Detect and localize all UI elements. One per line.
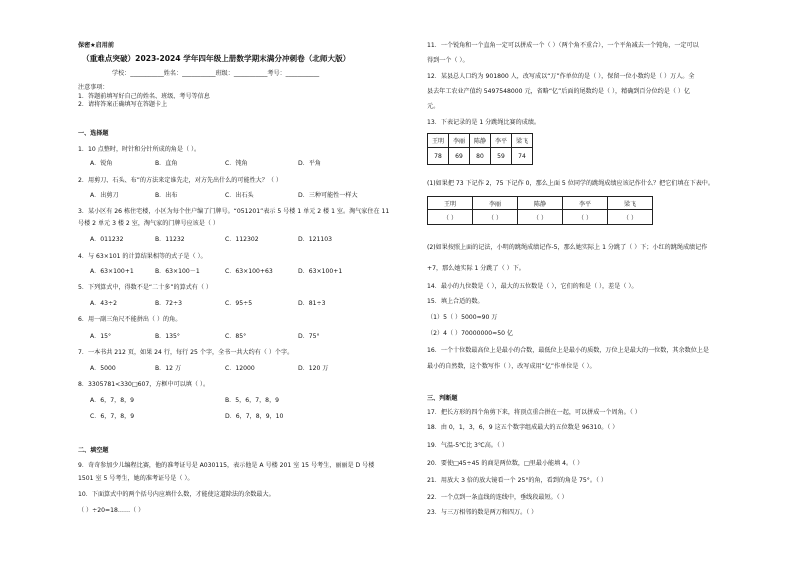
q8-option-d: D．6，7，8，9，10 [225, 413, 284, 420]
q5-option-c: C．95÷5 [225, 300, 253, 307]
answer-blank-cell[interactable]: （ ） [428, 210, 473, 225]
answer-name-cell: 梁飞 [608, 197, 653, 210]
question-15: 15．填上合适的数。 [427, 298, 484, 305]
question-2: 2．用剪刀、石头、布”的方法来定谁先走，对方先出什么的可能性大？（ ） [78, 177, 282, 184]
question-22: 22．一个点到一条直线的连线中，垂线段最短。（ ） [427, 494, 568, 501]
q2-option-d: D．三种可能性一样大 [298, 192, 358, 199]
question-15-part2: （2）4（ ）70000000≈50 亿 [427, 330, 513, 337]
answer-name-cell: 李平 [563, 197, 608, 210]
q4-option-d: D．63×100+1 [298, 268, 343, 275]
q6-option-d: D．75° [298, 333, 320, 340]
answer-name-cell: 李丽 [473, 197, 518, 210]
score-value-cell: 78 [428, 148, 449, 165]
question-13-part1: (1)如果把 73 下记作 2，75 下记作 0，那么上面 5 位同学的跳绳成绩应该记作什么？把它们填在下表中。 [427, 180, 714, 187]
score-value-cell: 59 [491, 148, 512, 165]
question-20: 20．要使□45÷45 的商是两位数，□里最小能填 4。（ ） [427, 460, 584, 467]
question-13-part2-line2: +7，那么她实际 1 分跳了（ ）下。 [427, 265, 525, 272]
info-line: 学校：___________姓名：___________班级：___________考号：___________ [112, 70, 320, 77]
q6-option-c: C．85° [225, 333, 247, 340]
score-name-cell: 李丽 [449, 134, 470, 148]
answer-table [427, 196, 653, 225]
q7-option-b: B．12 万 [155, 365, 182, 372]
note-2: 2．请将答案正确填写在答题卡上 [78, 101, 168, 108]
question-16: 16．一个十位数最高位上是最小的合数，最低位上是最小的质数，万位上是最大的一位数，其余数位上是 [427, 347, 709, 354]
q7-option-c: C．12000 [225, 365, 255, 372]
q7-option-a: A．5000 [90, 365, 116, 372]
question-19: 19．气温-5℃比 3℃高。（ ） [427, 442, 508, 449]
question-1: 1．10 点整时，时针和分针所成的角是（ ）。 [78, 146, 201, 153]
page-title: （重难点突破）2023-2024 学年四年级上册数学期末满分冲刺卷（北师大版） [82, 54, 351, 63]
score-name-cell: 陈静 [470, 134, 491, 148]
q5-option-b: B．72÷3 [155, 300, 183, 307]
q5-option-d: D．81÷3 [298, 300, 326, 307]
question-3-line2: 号楼 2 单元 3 楼 2 室，淘气家的门牌号应该是（ ） [78, 220, 219, 227]
note-1: 1．答题前填写好自己的姓名、班级、考号等信息 [78, 93, 210, 100]
q3-option-a: A．011232 [90, 236, 124, 243]
score-value-cell: 69 [449, 148, 470, 165]
question-18: 18．由 0，1，3，6，9 这五个数字组成最大的五位数是 96310。（ ） [427, 424, 619, 431]
score-table-header [428, 134, 533, 148]
answer-blank-cell[interactable]: （ ） [608, 210, 653, 225]
secret-label: 保密★启用前 [78, 42, 114, 49]
question-12-line3: 元。 [427, 103, 440, 110]
q6-option-a: A．15° [90, 333, 112, 340]
question-9: 9．奇奇参加少儿编程比赛，他的准考证号是 A030115，表示他是 A 号楼 201 室 15 号考生，丽丽是 D 号楼 [78, 462, 375, 469]
question-13-part2: (2)如果按照上面的记法，小明的跳绳成绩记作-5，那么她实际上 1 分跳了（ ）下；小红的跳绳成绩记作 [427, 244, 708, 251]
question-6: 6．用一副三角尺不能拼出（ ）的角。 [78, 316, 182, 323]
question-3: 3．某小区有 26 栋住宅楼，小区为每个住户编了门牌号。“051201”表示 5 号楼 1 单元 2 楼 1 室。淘气家住在 11 [78, 208, 390, 215]
answer-blank-cell[interactable]: （ ） [518, 210, 563, 225]
q3-option-c: C．112302 [225, 236, 259, 243]
question-12-line2: 县去年工农业产值约 5497548000 元，省略“亿”后面的尾数约是（ ），精确到百分位约是（ ）亿 [427, 88, 691, 95]
right-column [397, 0, 794, 562]
score-name-cell: 李平 [491, 134, 512, 148]
q1-option-b: B．直角 [155, 160, 178, 167]
score-value-cell: 80 [470, 148, 491, 165]
section-judge-title: 三、判断题 [427, 395, 458, 402]
question-10: 10．下面算式中的两个括号内应填什么数，才能使这道除法的余数最大。 [78, 491, 275, 498]
question-7: 7．一本书共 212 页，如果 24 行，每行 25 个字，全书一共大约有（ ）个字。 [78, 349, 294, 356]
q8-option-a: A．6，7，8，9 [90, 397, 135, 404]
answer-table-blanks [428, 210, 653, 225]
question-4: 4．与 63×101 的计算结果相等的式子是（ ）。 [78, 253, 207, 260]
answer-blank-cell[interactable]: （ ） [473, 210, 518, 225]
q1-option-d: D．平角 [298, 160, 321, 167]
q2-option-b: B．出布 [155, 192, 178, 199]
score-name-cell: 梁飞 [512, 134, 533, 148]
question-12: 12．某县总人口约为 901800 人，改写成以“万”作单位的是（ ），保留一位小数约是（ ）万人。全 [427, 73, 695, 80]
q3-option-d: D．121103 [298, 236, 333, 243]
q5-option-a: A．43÷2 [90, 300, 117, 307]
q1-option-a: A．锐角 [90, 160, 113, 167]
answer-name-cell: 王明 [428, 197, 473, 210]
section-fill-title: 二、填空题 [78, 447, 109, 454]
question-21: 21．用放大 3 倍的放大镜看一个 25°的角，看到的角是 75°。（ ） [427, 477, 608, 484]
score-name-cell: 王明 [428, 134, 449, 148]
question-14: 14．最小的九位数是（ ），最大的五位数是（ ），它们的和是（ ），差是（ ）。 [427, 283, 638, 290]
q4-option-c: C．63×100+63 [225, 268, 273, 275]
score-table-values [428, 148, 533, 165]
question-23: 23．与三万相邻的数是两万和四万。（ ） [427, 509, 538, 516]
score-table [427, 133, 533, 165]
score-value-cell: 74 [512, 148, 533, 165]
q3-option-b: B．11232 [155, 236, 185, 243]
q6-option-b: B．135° [155, 333, 180, 340]
question-5: 5．下列算式中，得数不是“二十多”的算式有（ ） [78, 284, 213, 291]
q4-option-a: A．63×100+1 [90, 268, 134, 275]
q1-option-c: C．钝角 [225, 160, 248, 167]
answer-table-header [428, 197, 653, 210]
question-15-part1: （1）5（ ）5000≈90 万 [427, 314, 498, 321]
q8-option-b: B．5，6，7，8，9 [225, 397, 280, 404]
question-11-line2: 得到一个（ ）。 [427, 57, 469, 64]
question-16-line2: 最小的自然数，这个数写作（ ），改写成用“亿”作单位是（ ）。 [427, 363, 596, 370]
answer-name-cell: 陈静 [518, 197, 563, 210]
question-11: 11．一个锐角和一个直角一定可以拼成一个（ ）（两个角不重合），一个平角减去一个钝角，一定可以 [427, 42, 699, 49]
question-9-line2: 1501 室 5 号考生，她的准考证号是（ ）。 [78, 475, 194, 482]
section-choice-title: 一、选择题 [78, 130, 109, 137]
q2-option-a: A．出剪刀 [90, 192, 119, 199]
q2-option-c: C．出石头 [225, 192, 254, 199]
question-10-line2: （ ）÷20=18……（ ） [78, 507, 145, 514]
question-13: 13．下表记录的是 1 分跳绳比赛的成绩。 [427, 119, 541, 126]
question-17: 17．把长方形的四个角剪下来，将顶点重合拼在一起，可以拼成一个周角。（ ） [427, 409, 641, 416]
notes-title: 注意事项： [78, 84, 109, 91]
q7-option-d: D．120 万 [298, 365, 329, 372]
answer-blank-cell[interactable]: （ ） [563, 210, 608, 225]
question-8: 8．3305781<330□607，方框中可以填（ ）。 [78, 381, 210, 388]
q4-option-b: B．63×100－1 [155, 268, 200, 275]
q8-option-c: C．6，7，8，9 [90, 413, 135, 420]
